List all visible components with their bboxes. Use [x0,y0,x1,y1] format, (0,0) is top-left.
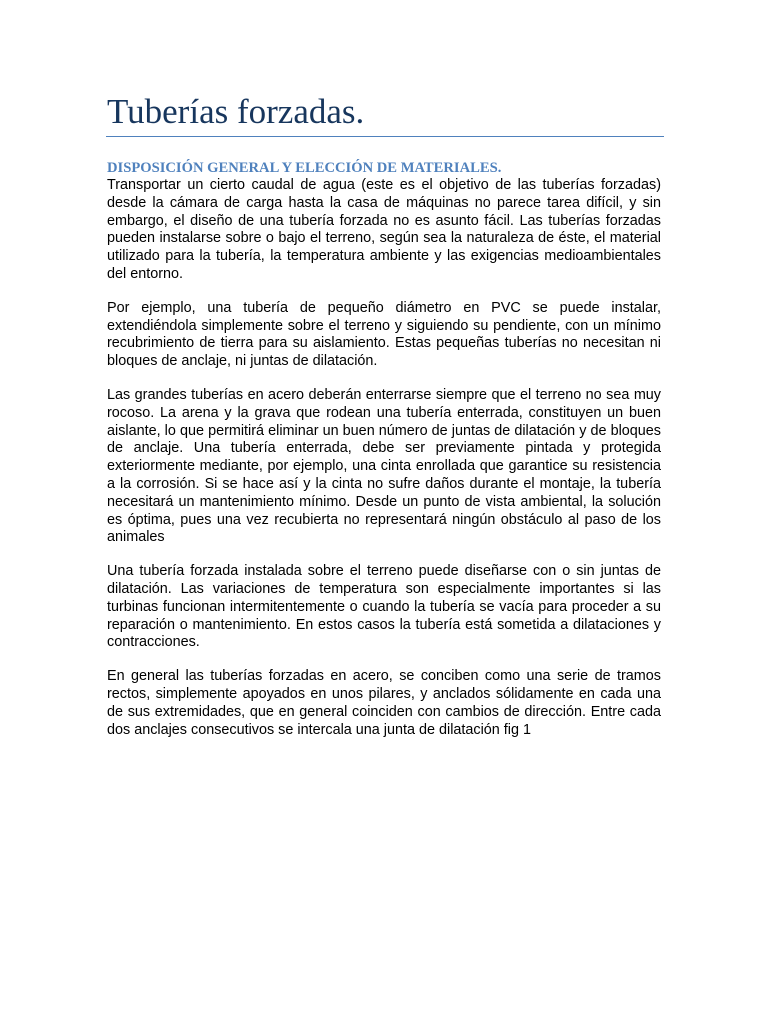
body-text [107,177,661,739]
document-title: Tuberías forzadas. [107,92,365,131]
paragraph-2: Por ejemplo, una tubería de pequeño diámetro en PVC se puede instalar, extendiéndola simplemente sobre el terreno y siguiendo su pendiente, con un mínimo recubrimiento de tierra para su aislamiento. Estas pequeñas tuberías no necesitan ni bloques de anclaje, ni juntas de dilatación. [107,299,661,370]
section-heading: DISPOSICIÓN GENERAL Y ELECCIÓN DE MATERIALES. [107,160,502,176]
title-underline [106,136,664,137]
paragraph-3: Las grandes tuberías en acero deberán enterrarse siempre que el terreno no sea muy rocoso. La arena y la grava que rodean una tubería enterrada, constituyen un buen aislante, lo que permitirá eliminar un buen número de juntas de dilatación y de bloques de anclaje. Una tubería enterrada, debe ser previamente pintada y protegida exteriormente mediante, por ejemplo, una cinta enrollada que garantice su resistencia a la corrosión. Si se hace así y la cinta no sufre daños durante el montaje, la tubería necesitará un mantenimiento mínimo. Desde un punto de vista ambiental, la solución es óptima, pues una vez recubierta no representará ningún obstáculo al paso de los animales [107,386,661,546]
paragraph-5: En general las tuberías forzadas en acero, se conciben como una serie de tramos rectos, simplemente apoyados en unos pilares, y anclados sólidamente en cada una de sus extremidades, que en general coinciden con cambios de dirección. Entre cada dos anclajes consecutivos se intercala una junta de dilatación fig 1 [107,668,661,738]
paragraph-4: Una tubería forzada instalada sobre el terreno puede diseñarse con o sin juntas de dilatación. Las variaciones de temperatura son especialmente importantes si las turbinas funcionan intermitentemente o cuando la tubería se vacía para proceder a su reparación o mantenimiento. En estos casos la tubería está sometida a dilataciones y contracciones. [107,563,661,651]
paragraph-1: Transportar un cierto caudal de agua (este es el objetivo de las tuberías forzadas) desde la cámara de carga hasta la casa de máquinas no parece tarea difícil, y sin embargo, el diseño de una tubería forzada no es asunto fácil. Las tuberías forzadas pueden instalarse sobre o bajo el terreno, según sea la naturaleza de éste, el material utilizado para la tubería, la temperatura ambiente y las exigencias medioambientales del entorno. [107,177,661,282]
